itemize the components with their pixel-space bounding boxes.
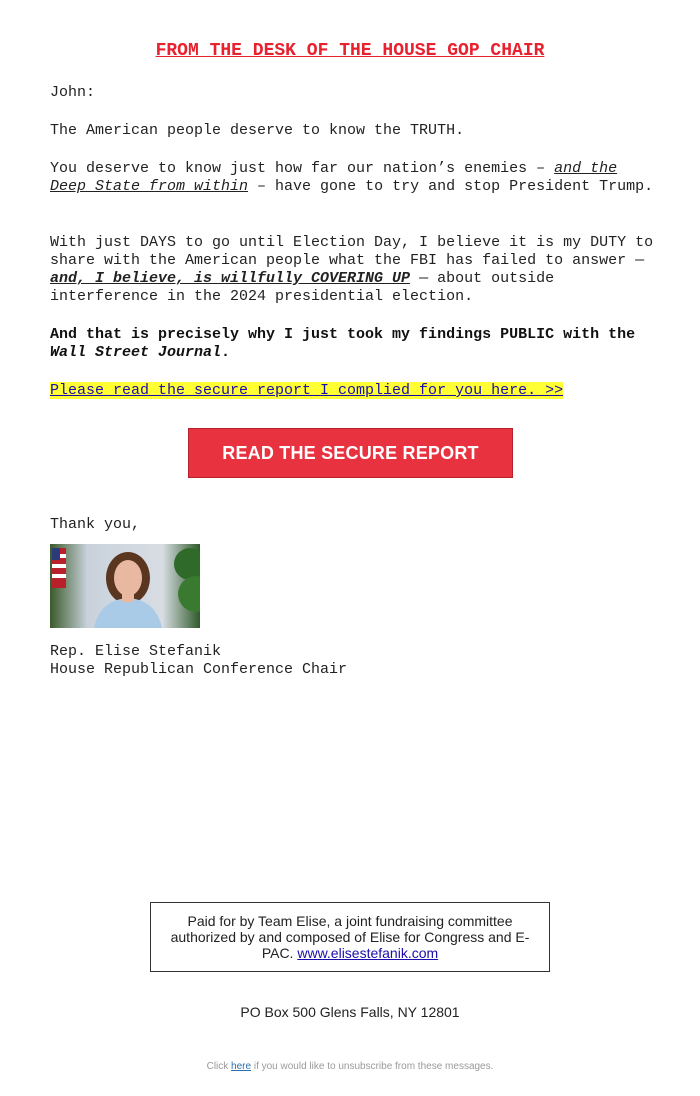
- paragraph-election-text-a: With just DAYS to go until Election Day, I believe it is my DUTY to share with the American people what the FBI has failed to answer —: [50, 234, 654, 269]
- website-link[interactable]: www.elisestefanik.com: [297, 945, 439, 961]
- paragraph-public: [50, 326, 655, 362]
- portrait-image: [50, 544, 200, 628]
- paragraph-election: [50, 234, 655, 306]
- disclaimer-text: Paid for by Team Elise, a joint fundraising committee authorized by and composed of Elise for Congress and E-PAC.: [170, 913, 530, 961]
- unsubscribe-suffix: if you would like to unsubscribe from these messages.: [251, 1061, 494, 1072]
- signature-photo: [50, 544, 200, 628]
- paragraph-truth: The American people deserve to know the TRUTH.: [50, 122, 465, 139]
- closing-text: Thank you,: [50, 516, 141, 533]
- email-heading: FROM THE DESK OF THE HOUSE GOP CHAIR: [155, 41, 545, 61]
- unsubscribe-link[interactable]: here: [231, 1061, 252, 1072]
- salutation: John:: [50, 84, 96, 101]
- paragraph-enemies-text-b: – have gone to try and stop President Trump.: [248, 178, 654, 195]
- paragraph-enemies-emphasis: and the Deep State from within: [50, 160, 618, 195]
- mailing-address: PO Box 500 Glens Falls, NY 12801: [240, 1004, 460, 1020]
- paragraph-public-text-a: And that is precisely why I just took my findings PUBLIC with the: [50, 326, 636, 343]
- paragraph-enemies: [50, 160, 655, 196]
- unsubscribe-notice: [0, 1061, 700, 1072]
- paid-for-disclaimer: [150, 902, 550, 972]
- paragraph-public-text-b: .: [221, 344, 231, 361]
- signature-name: Rep. Elise Stefanik: [50, 643, 222, 660]
- secure-report-link[interactable]: Please read the secure report I complied for you here. >>: [50, 382, 564, 399]
- highlight-paragraph: [50, 382, 655, 400]
- paragraph-election-text-b: — about outside interference in the 2024 presidential election.: [50, 270, 555, 305]
- paragraph-enemies-text-a: You deserve to know just how far our nation’s enemies –: [50, 160, 555, 177]
- read-secure-report-button[interactable]: READ THE SECURE REPORT: [188, 428, 513, 478]
- signature-block: [50, 643, 655, 679]
- paragraph-public-emphasis: Wall Street Journal: [50, 344, 222, 361]
- paragraph-election-emphasis: and, I believe, is willfully COVERING UP: [50, 270, 411, 287]
- signature-title: House Republican Conference Chair: [50, 661, 348, 678]
- unsubscribe-prefix: Click: [206, 1061, 232, 1072]
